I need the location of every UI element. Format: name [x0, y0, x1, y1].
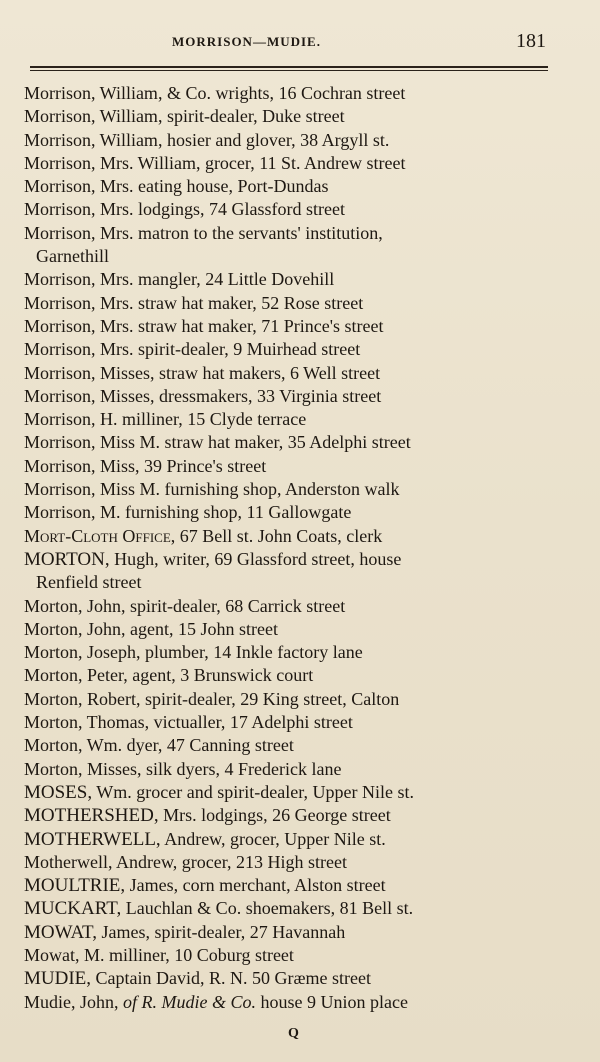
entry-details: John, agent, 15 John street [82, 618, 278, 639]
entry-name: Morrison, [24, 339, 96, 360]
entry-name: Mudie, [24, 991, 76, 1012]
entry-details: John, spirit-dealer, 68 Carrick street [82, 595, 346, 616]
entry-details: M. milliner, 10 Coburg street [79, 944, 294, 965]
entry-name: Morrison, [24, 315, 96, 336]
entry-details: James, spirit-dealer, 27 Havannah [97, 921, 346, 942]
running-head-title: MORRISON—MUDIE. [172, 34, 321, 49]
entry-name: Morrison, [24, 502, 96, 523]
directory-entry [24, 105, 560, 128]
directory-entry [24, 455, 560, 478]
directory-entry [24, 222, 560, 245]
entry-name: Morton, [24, 642, 83, 663]
directory-entry [24, 618, 560, 641]
entry-name: MUCKART, [24, 898, 122, 920]
directory-entry [24, 595, 560, 618]
directory-entry [24, 828, 560, 851]
entry-name: Morton, [24, 688, 83, 709]
entry-continuation [24, 245, 560, 268]
entry-details: James, corn merchant, Alston street [125, 875, 386, 896]
entry-italic-details: of R. Mudie & Co. [123, 991, 257, 1012]
directory-entry [24, 664, 560, 687]
entry-name: Mort-Cloth Office, [24, 525, 176, 546]
entry-name: Morton, [24, 595, 83, 616]
directory-entry [24, 758, 560, 781]
entry-name: Morrison, [24, 83, 96, 103]
entry-details: Andrew, grocer, 213 High street [112, 851, 348, 872]
entry-name: MOTHERWELL, [24, 828, 161, 850]
running-head [0, 28, 600, 58]
entry-name: Morrison, [24, 106, 96, 127]
entry-name: Morrison, [24, 479, 96, 500]
directory-entry [24, 851, 560, 874]
entry-name: Morton, [24, 665, 83, 686]
entry-details: 67 Bell st. John Coats, clerk [175, 525, 383, 546]
entry-name: Morrison, [24, 362, 96, 383]
entry-details: Misses, straw hat makers, 6 Well street [95, 362, 381, 383]
entry-details: William, hosier and glover, 38 Argyll st. [95, 129, 390, 150]
page-number: 181 [516, 30, 546, 52]
entry-details: Miss M. straw hat maker, 35 Adelphi street [95, 432, 411, 453]
directory-entry [24, 804, 560, 827]
directory-entry [24, 152, 560, 175]
entry-details: Mrs. eating house, Port-Dundas [95, 176, 329, 197]
entry-details: William, spirit-dealer, Duke street [95, 106, 345, 127]
entry-details: Wm. dyer, 47 Canning street [82, 735, 294, 756]
directory-entry [24, 734, 560, 757]
entry-details: Mrs. straw hat maker, 71 Prince's street [95, 315, 384, 336]
directory-entry [24, 967, 560, 990]
entry-name: Morrison, [24, 385, 96, 406]
directory-entry [24, 385, 560, 408]
entry-details: Peter, agent, 3 Brunswick court [82, 665, 314, 686]
entry-details: Mrs. William, grocer, 11 St. Andrew street [95, 152, 406, 173]
entry-name: Morrison, [24, 455, 96, 476]
directory-entry [24, 268, 560, 291]
directory-entry [24, 897, 560, 920]
entry-name: Morton, [24, 712, 83, 733]
entry-details: Mrs. matron to the servants' institution, [95, 222, 383, 243]
entry-details: Mrs. lodgings, 74 Glassford street [95, 199, 345, 220]
directory-entry [24, 688, 560, 711]
entry-name: Morrison, [24, 432, 96, 453]
directory-entry [24, 991, 560, 1014]
directory-entries [24, 82, 560, 1014]
signature-mark: Q [288, 1026, 299, 1041]
entry-name: Morrison, [24, 222, 96, 243]
directory-entry [24, 548, 560, 571]
directory-entry [24, 175, 560, 198]
entry-name: Morton, [24, 618, 83, 639]
directory-entry [24, 129, 560, 152]
directory-entry [24, 781, 560, 804]
entry-name: MOULTRIE, [24, 875, 126, 897]
entry-name: MOTHERSHED, [24, 805, 159, 827]
entry-name: Morrison, [24, 409, 96, 430]
entry-details: Lauchlan & Co. shoemakers, 81 Bell st. [121, 898, 414, 919]
entry-details: Robert, spirit-dealer, 29 King street, Calton [82, 688, 400, 709]
entry-name: MOWAT, [24, 921, 98, 943]
entry-name: Morton, [24, 735, 83, 756]
directory-entry [24, 408, 560, 431]
directory-entry [24, 292, 560, 315]
entry-details: Mrs. straw hat maker, 52 Rose street [95, 292, 364, 313]
directory-entry [24, 501, 560, 524]
entry-continuation-text: Renfield street [36, 572, 142, 593]
entry-name: Morrison, [24, 269, 96, 290]
entry-name: Morrison, [24, 176, 96, 197]
entry-details: Joseph, plumber, 14 Inkle factory lane [82, 642, 363, 663]
entry-details: M. furnishing shop, 11 Gallowgate [95, 502, 352, 523]
entry-name: Mowat, [24, 944, 80, 965]
entry-details: Wm. grocer and spirit-dealer, Upper Nile st. [92, 781, 414, 802]
entry-details: Miss M. furnishing shop, Anderston walk [95, 479, 400, 500]
directory-entry [24, 315, 560, 338]
entry-details: Misses, dressmakers, 33 Virginia street [95, 385, 382, 406]
directory-entry [24, 82, 560, 105]
entry-details: Hugh, writer, 69 Glassford street, house [109, 548, 402, 569]
entry-name: Morrison, [24, 152, 96, 173]
entry-details: Mrs. spirit-dealer, 9 Muirhead street [95, 339, 361, 360]
directory-entry [24, 362, 560, 385]
directory-entry [24, 525, 560, 548]
directory-entry [24, 431, 560, 454]
entry-continuation-text: Garnethill [36, 246, 109, 267]
entry-details: Mrs. lodgings, 26 George street [158, 805, 391, 826]
directory-entry [24, 338, 560, 361]
directory-entry [24, 711, 560, 734]
entry-details: John, [75, 991, 124, 1012]
entry-name: MOSES, [24, 781, 93, 803]
entry-details-tail: house 9 Union place [256, 991, 408, 1012]
entry-details: Misses, silk dyers, 4 Frederick lane [82, 758, 342, 779]
entry-details: Andrew, grocer, Upper Nile st. [160, 828, 386, 849]
entry-name: Morton, [24, 758, 83, 779]
entry-details: Mrs. mangler, 24 Little Dovehill [95, 269, 335, 290]
entry-details: Captain David, R. N. 50 Græme street [91, 968, 371, 989]
entry-name: Motherwell, [24, 851, 113, 872]
directory-entry [24, 478, 560, 501]
entry-name: Morrison, [24, 129, 96, 150]
directory-entry [24, 198, 560, 221]
entry-name: MUDIE, [24, 968, 92, 990]
entry-details: Thomas, victualler, 17 Adelphi street [82, 712, 353, 733]
header-rule [30, 66, 548, 71]
directory-entry [24, 641, 560, 664]
entry-name: MORTON, [24, 548, 110, 570]
entry-details: H. milliner, 15 Clyde terrace [95, 409, 307, 430]
directory-entry [24, 874, 560, 897]
directory-entry [24, 921, 560, 944]
entry-name: Morrison, [24, 199, 96, 220]
entry-details: William, & Co. wrights, 16 Cochran street [95, 83, 406, 103]
directory-entry [24, 944, 560, 967]
entry-continuation [24, 571, 560, 594]
entry-details: Miss, 39 Prince's street [95, 455, 267, 476]
entry-name: Morrison, [24, 292, 96, 313]
